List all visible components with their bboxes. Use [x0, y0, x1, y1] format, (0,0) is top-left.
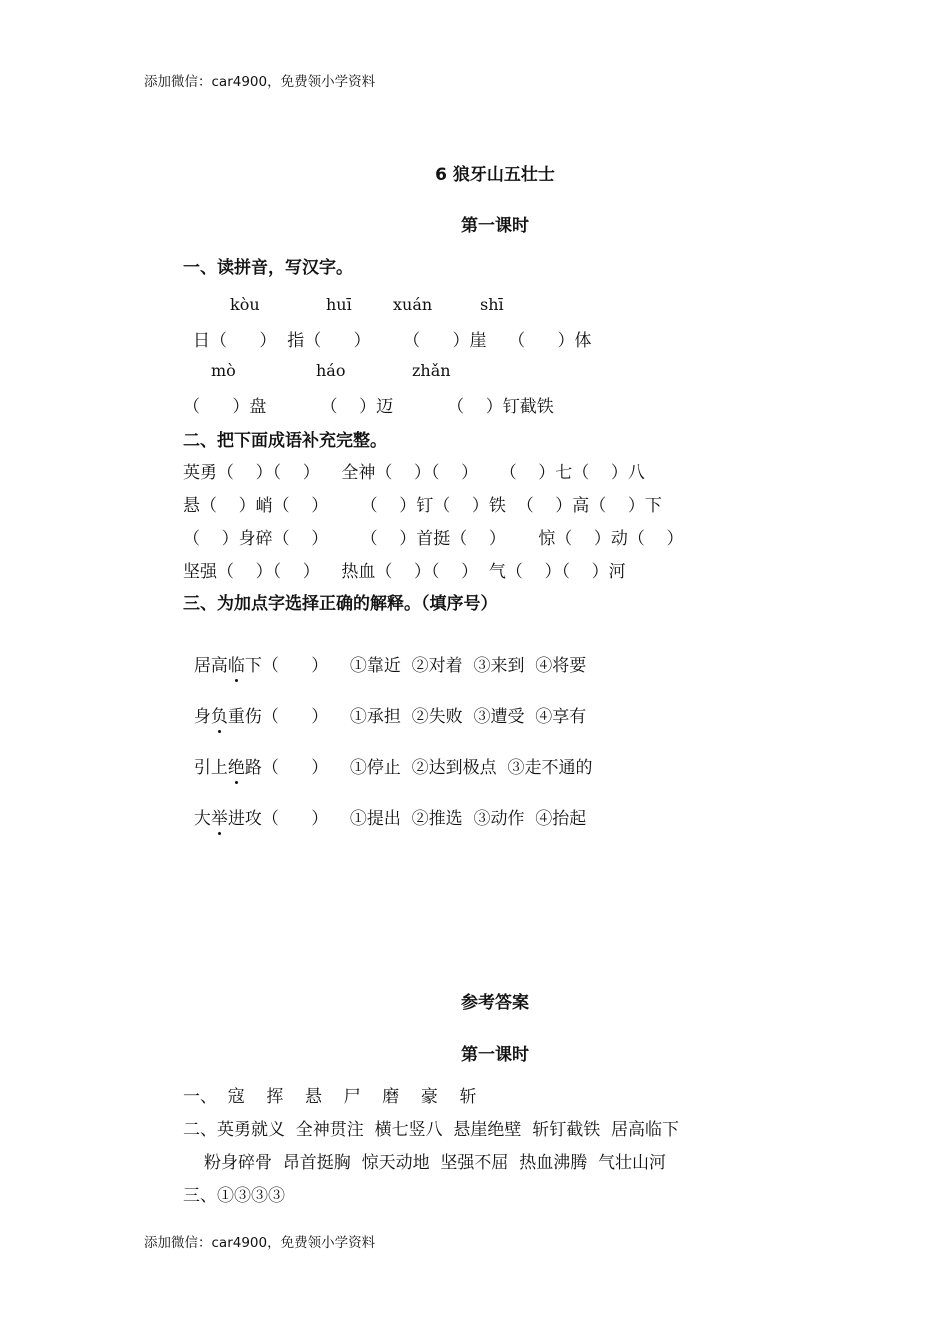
idiom-text: 引上绝路: [194, 758, 262, 778]
section1-row1: 日（ ） 指（ ） （ ）崖 （ ）体: [193, 331, 592, 351]
options-text: ①提出 ②推选 ③动作 ④抬起: [349, 809, 587, 829]
answer-line-1: 一、 寇 挥 悬 尸 磨 豪 斩: [183, 1087, 477, 1107]
idiom-text: 大举进攻: [194, 809, 262, 829]
pinyin-mo: mò: [211, 361, 236, 380]
dotted-character: 负: [211, 702, 228, 727]
idiom-text: 居高临下: [194, 656, 262, 676]
idiom-row-1: 英勇（ ）（ ） 全神（ ）（ ） （ ）七（ ）八: [183, 463, 645, 483]
explain-item-2: [183, 682, 586, 727]
footer-watermark-note: 添加微信：car4900，免费领小学资料: [144, 1235, 376, 1251]
answer-line-2: 二、英勇就义 全神贯注 横七竖八 悬崖绝壁 斩钉截铁 居高临下: [183, 1120, 680, 1140]
answers-title: 参考答案: [461, 993, 529, 1013]
section2-heading: 二、把下面成语补充完整。: [183, 431, 387, 451]
explain-item-3: [183, 733, 593, 778]
dotted-character: 绝: [228, 753, 245, 778]
lesson-title: 6 狼牙山五壮士: [435, 165, 555, 185]
answer-line-4: 三、①③③③: [183, 1186, 285, 1206]
header-watermark-note: 添加微信：car4900，免费领小学资料: [144, 74, 376, 90]
explain-item-1: [183, 631, 586, 676]
idiom-text: 身负重伤: [194, 707, 262, 727]
idiom-row-2: 悬（ ）峭（ ） （ ）钉（ ）铁 （ ）高（ ）下: [183, 496, 662, 516]
section1-row2: （ ）盘 （ ）迈 （ ）钉截铁: [183, 397, 554, 417]
explain-item-4: [183, 784, 586, 829]
answer-blank: （ ）: [261, 707, 329, 727]
dotted-character: 举: [211, 804, 228, 829]
section1-heading: 一、读拼音，写汉字。: [183, 258, 353, 278]
answers-subtitle: 第一课时: [461, 1045, 529, 1065]
answer-blank: （ ）: [261, 758, 329, 778]
pinyin-kou: kòu: [230, 295, 260, 314]
dotted-character: 临: [228, 651, 245, 676]
idiom-row-3: （ ）身碎（ ） （ ）首挺（ ） 惊（ ）动（ ）: [183, 529, 684, 549]
options-text: ①承担 ②失败 ③遭受 ④享有: [349, 707, 587, 727]
answer-blank: （ ）: [261, 809, 329, 829]
pinyin-hao: háo: [316, 361, 346, 380]
section3-heading: 三、为加点字选择正确的解释。（填序号）: [183, 594, 498, 614]
pinyin-zhan: zhǎn: [412, 361, 451, 380]
answer-blank: （ ）: [261, 656, 329, 676]
options-text: ①停止 ②达到极点 ③走不通的: [349, 758, 593, 778]
answer-line-3: 粉身碎骨 昂首挺胸 惊天动地 坚强不屈 热血沸腾 气壮山河: [204, 1153, 667, 1173]
pinyin-shi: shī: [480, 295, 504, 314]
pinyin-hui: huī: [326, 295, 352, 314]
pinyin-xuan: xuán: [393, 295, 433, 314]
lesson-subtitle: 第一课时: [461, 216, 529, 236]
idiom-row-4: 坚强（ ）（ ） 热血（ ）（ ） 气（ ）（ ）河: [183, 562, 626, 582]
options-text: ①靠近 ②对着 ③来到 ④将要: [349, 656, 587, 676]
